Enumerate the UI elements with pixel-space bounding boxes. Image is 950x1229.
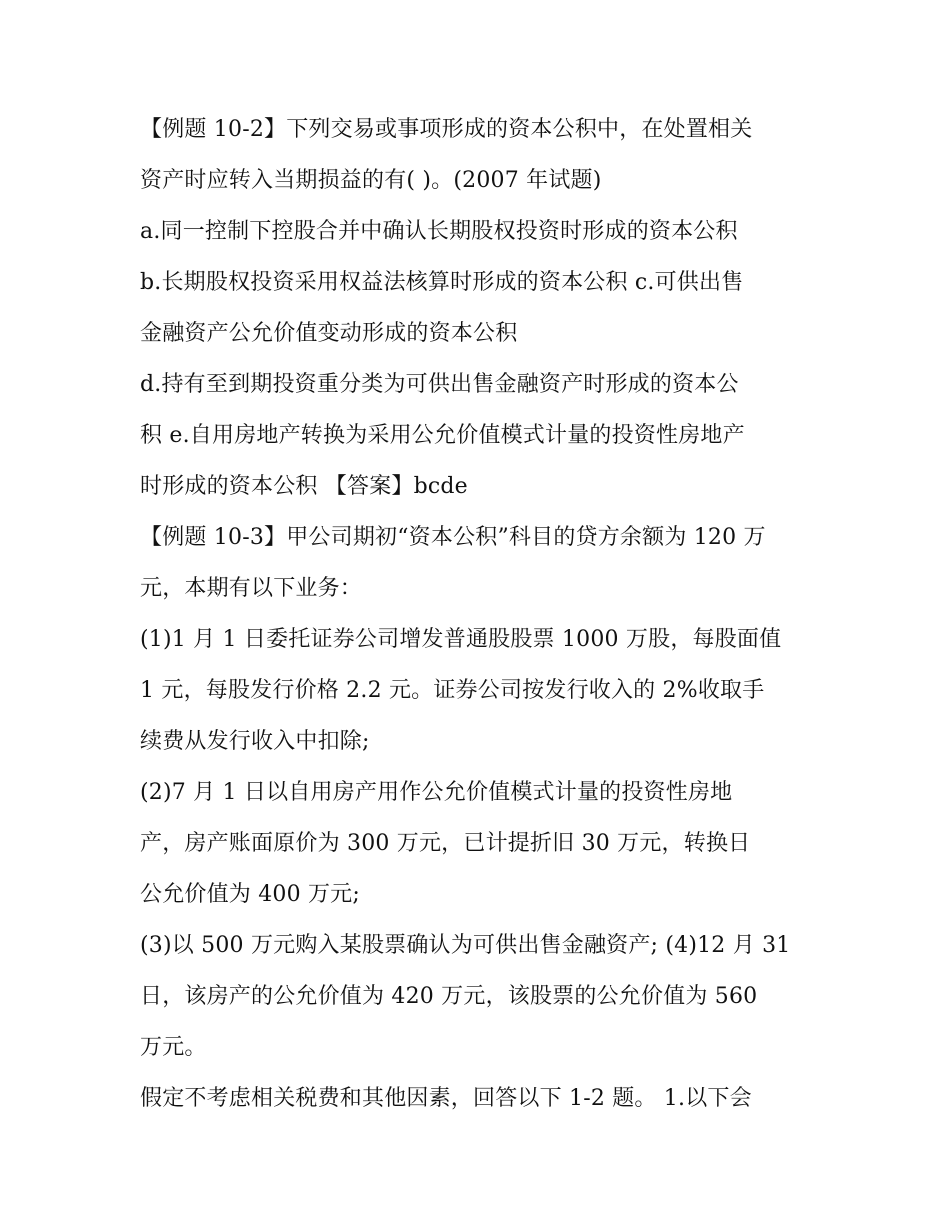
text-line: 【例题 10-2】下列交易或事项形成的资本公积中，在处置相关 xyxy=(140,117,753,142)
text-line: 资产时应转入当期损益的有( )。(2007 年试题) xyxy=(140,168,602,193)
text-line: 产，房产账面原价为 300 万元，已计提折旧 30 万元，转换日 xyxy=(140,831,751,856)
text-line: (1)1 月 1 日委托证券公司增发普通股股票 1000 万股，每股面值 xyxy=(140,627,782,652)
text-line: 1 元，每股发行价格 2.2 元。证券公司按发行收入的 2%收取手 xyxy=(140,678,765,703)
text-line: 时形成的资本公积 【答案】bcde xyxy=(140,474,468,499)
text-line: b.长期股权投资采用权益法核算时形成的资本公积 c.可供出售 xyxy=(140,270,744,295)
text-line: (2)7 月 1 日以自用房产用作公允价值模式计量的投资性房地 xyxy=(140,780,733,805)
text-line: 日，该房产的公允价值为 420 万元，该股票的公允价值为 560 xyxy=(140,984,758,1009)
text-line: (3)以 500 万元购入某股票确认为可供出售金融资产; (4)12 月 31 xyxy=(140,933,791,958)
text-line: 万元。 xyxy=(140,1035,207,1060)
text-line: d.持有至到期投资重分类为可供出售金融资产时形成的资本公 xyxy=(140,372,739,397)
document-body xyxy=(140,104,820,1124)
text-line: 续费从发行收入中扣除; xyxy=(140,729,370,754)
text-line: a.同一控制下控股合并中确认长期股权投资时形成的资本公积 xyxy=(140,219,738,244)
text-line: 金融资产公允价值变动形成的资本公积 xyxy=(140,321,518,346)
text-line: 【例题 10-3】甲公司期初“资本公积”科目的贷方余额为 120 万 xyxy=(140,525,766,550)
text-line: 假定不考虑相关税费和其他因素，回答以下 1-2 题。 1.以下会 xyxy=(140,1086,752,1111)
text-line: 积 e.自用房地产转换为采用公允价值模式计量的投资性房地产 xyxy=(140,423,745,448)
text-line: 公允价值为 400 万元; xyxy=(140,882,360,907)
text-line: 元，本期有以下业务： xyxy=(140,576,363,601)
